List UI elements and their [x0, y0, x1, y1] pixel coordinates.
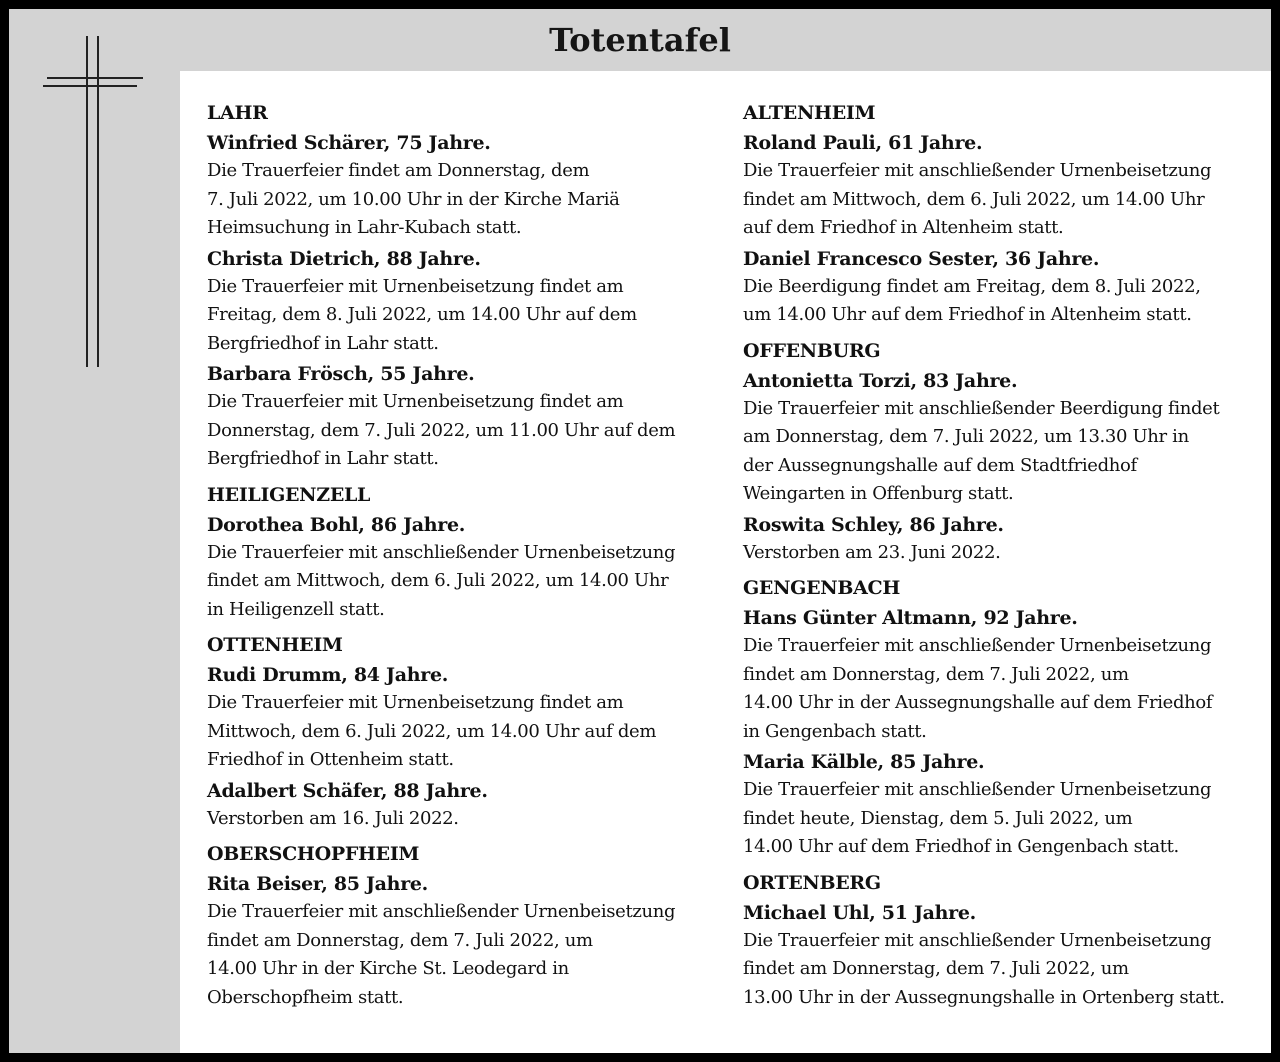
service-details: Die Trauerfeier mit Urnenbeisetzung findet am Freitag, dem 8. Juli 2022, um 14.00 Uhr auf dem Bergfriedhof in Lahr statt. — [207, 275, 637, 354]
deceased-name: Maria Kälble, 85 Jahre. — [743, 751, 985, 773]
service-details: Die Beerdigung findet am Freitag, dem 8. Juli 2022, um 14.00 Uhr auf dem Friedhof in Altenheim statt. — [743, 275, 1201, 325]
left-column — [207, 99, 737, 1012]
deceased-name: Roswita Schley, 86 Jahre. — [743, 513, 1004, 536]
town-heading: HEILIGENZELL — [207, 483, 371, 506]
obituary-entry — [743, 367, 1271, 509]
deceased-name: Antonietta Torzi, 83 Jahre. — [743, 369, 1018, 392]
deceased-name: Barbara Frösch, 55 Jahre. — [207, 363, 475, 385]
obituary-entry — [743, 511, 1271, 568]
town-heading: OTTENHEIM — [207, 634, 343, 656]
obituary-entry — [207, 661, 737, 775]
service-details: Die Trauerfeier mit anschließender Urnenbeisetzung findet am Donnerstag, dem 7. Juli 2022, um 14.00 Uhr in der Aussegnungshalle auf dem Friedhof in Gengenbach statt. — [743, 635, 1213, 742]
obituary-entry — [743, 129, 1271, 243]
town-heading: OFFENBURG — [743, 339, 881, 362]
deceased-name: Rita Beiser, 85 Jahre. — [207, 873, 429, 895]
deceased-name: Rudi Drumm, 84 Jahre. — [207, 664, 449, 686]
deceased-name: Daniel Francesco Sester, 36 Jahre. — [743, 247, 1100, 270]
obituary-entry — [743, 899, 1271, 1013]
service-details: Verstorben am 16. Juli 2022. — [207, 807, 459, 829]
service-details: Die Trauerfeier mit anschließender Beerdigung findet am Donnerstag, dem 7. Juli 2022, um 13.30 Uhr in der Aussegnungshalle auf dem Stadtfriedhof Weingarten in Offenburg statt. — [743, 397, 1220, 504]
obituary-entry — [207, 777, 737, 834]
service-details: Die Trauerfeier mit anschließender Urnenbeisetzung findet am Donnerstag, dem 7. Juli 2022, um 14.00 Uhr in der Kirche St. Leodegard in Oberschopfheim statt. — [207, 901, 676, 1008]
obituary-panel — [180, 71, 1271, 1053]
town-heading: OBERSCHOPFHEIM — [207, 843, 420, 865]
deceased-name: Christa Dietrich, 88 Jahre. — [207, 247, 481, 270]
town-heading: ORTENBERG — [743, 871, 881, 894]
deceased-name: Hans Günter Altmann, 92 Jahre. — [743, 607, 1078, 629]
service-details: Die Trauerfeier mit anschließender Urnenbeisetzung findet am Donnerstag, dem 7. Juli 2022, um 13.00 Uhr in der Aussegnungshalle in Ortenberg statt. — [743, 929, 1225, 1008]
cross-icon — [9, 9, 179, 409]
obituary-entry — [743, 604, 1271, 746]
obituary-entry — [207, 129, 737, 243]
service-details: Die Trauerfeier findet am Donnerstag, dem 7. Juli 2022, um 10.00 Uhr in der Kirche Mariä Heimsuchung in Lahr-Kubach statt. — [207, 160, 620, 238]
town-heading: GENGENBACH — [743, 577, 901, 599]
deceased-name: Michael Uhl, 51 Jahre. — [743, 901, 976, 924]
town-heading: ALTENHEIM — [743, 102, 876, 124]
page-title: Totentafel — [549, 21, 731, 59]
deceased-name: Roland Pauli, 61 Jahre. — [743, 132, 983, 154]
service-details: Die Trauerfeier mit anschließender Urnenbeisetzung findet am Mittwoch, dem 6. Juli 2022, um 14.00 Uhr auf dem Friedhof in Altenheim statt. — [743, 160, 1212, 238]
right-column — [743, 99, 1271, 1012]
deceased-name: Dorothea Bohl, 86 Jahre. — [207, 513, 466, 536]
service-details: Die Trauerfeier mit anschließender Urnenbeisetzung findet heute, Dienstag, dem 5. Juli 2022, um 14.00 Uhr auf dem Friedhof in Gengenbach statt. — [743, 779, 1212, 857]
deceased-name: Winfried Schärer, 75 Jahre. — [207, 132, 491, 154]
obituary-entry — [207, 245, 737, 359]
obituary-entry — [207, 511, 737, 625]
obituary-entry — [207, 870, 737, 1012]
obituary-board — [9, 9, 1271, 1053]
service-details: Verstorben am 23. Juni 2022. — [743, 541, 1001, 563]
obituary-entry — [207, 360, 737, 474]
town-heading: LAHR — [207, 102, 268, 124]
deceased-name: Adalbert Schäfer, 88 Jahre. — [207, 779, 488, 802]
service-details: Die Trauerfeier mit Urnenbeisetzung findet am Donnerstag, dem 7. Juli 2022, um 11.00 Uhr auf dem Bergfriedhof in Lahr statt. — [207, 391, 676, 469]
service-details: Die Trauerfeier mit Urnenbeisetzung findet am Mittwoch, dem 6. Juli 2022, um 14.00 Uhr auf dem Friedhof in Ottenheim statt. — [207, 692, 657, 770]
obituary-entry — [743, 748, 1271, 862]
obituary-entry — [743, 245, 1271, 330]
service-details: Die Trauerfeier mit anschließender Urnenbeisetzung findet am Mittwoch, dem 6. Juli 2022, um 14.00 Uhr in Heiligenzell statt. — [207, 541, 676, 620]
